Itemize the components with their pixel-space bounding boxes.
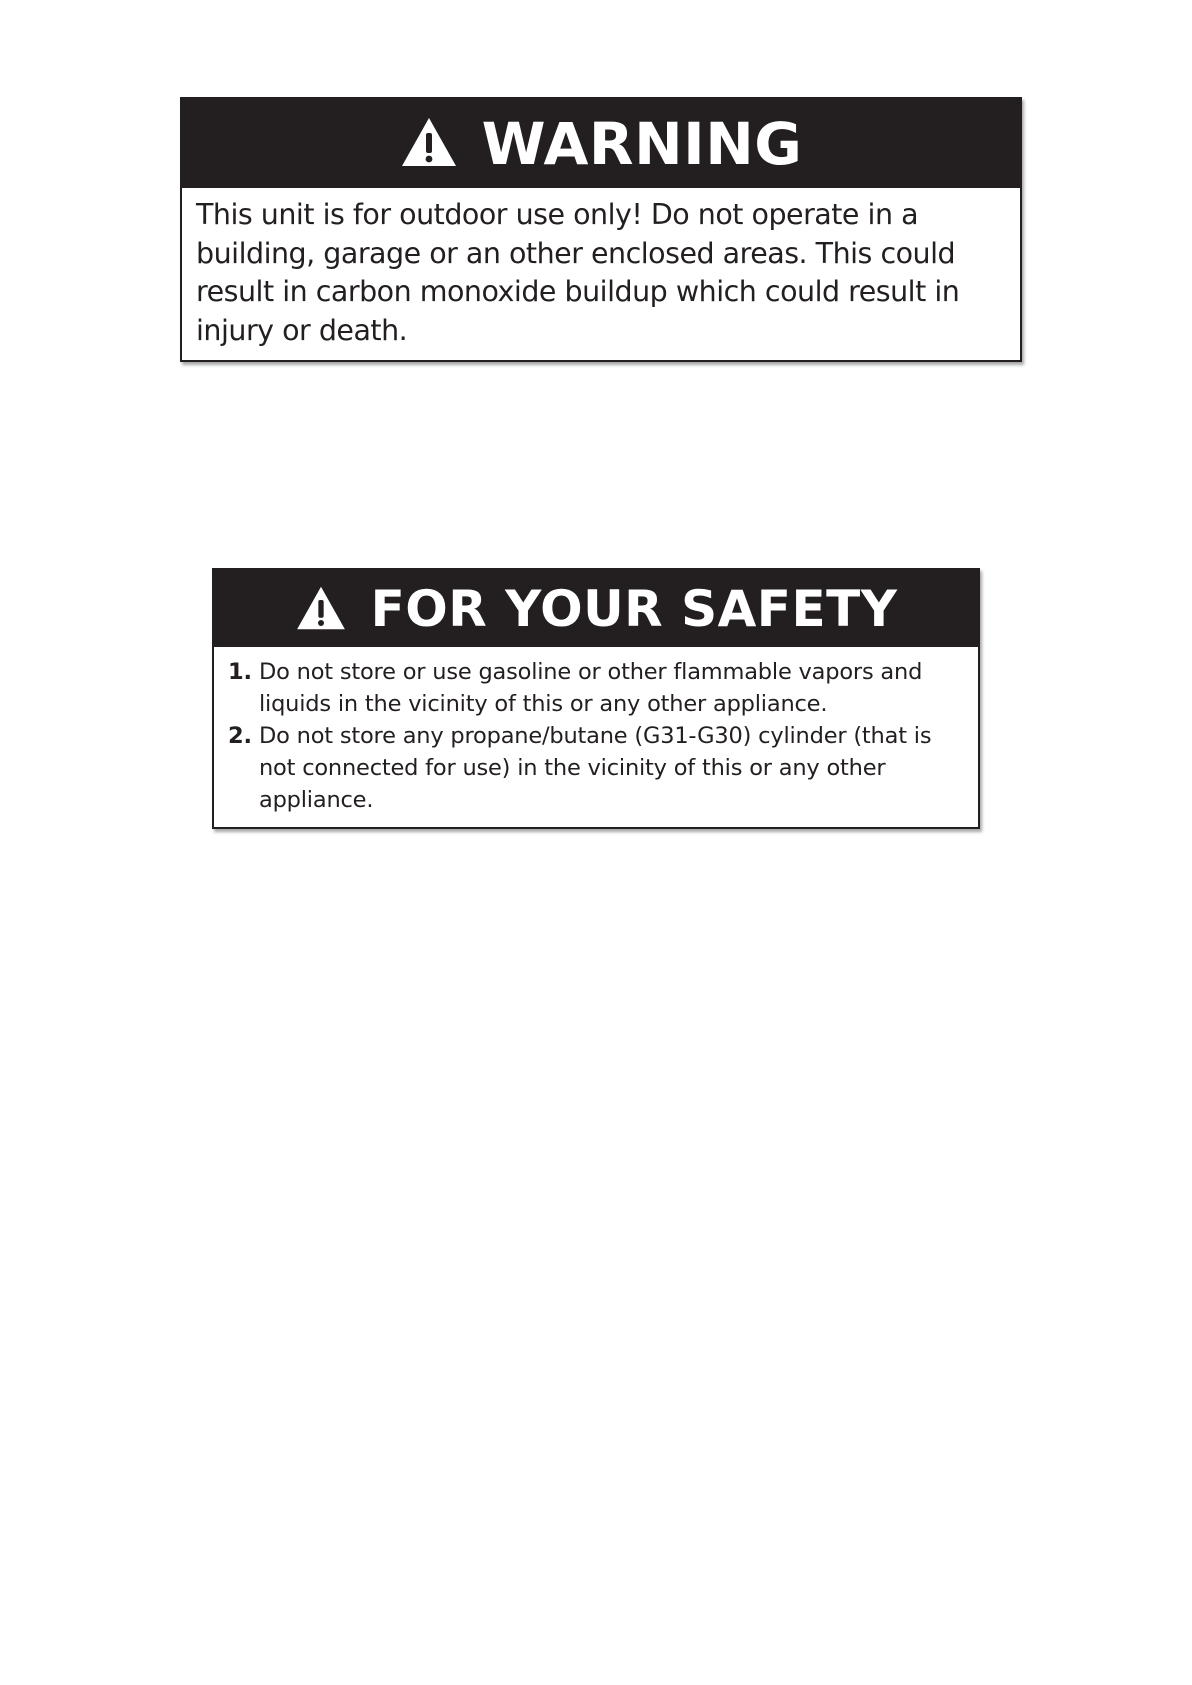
list-item-number: 1. <box>228 659 252 685</box>
warning-triangle-icon <box>400 116 458 168</box>
warning-notice <box>180 97 1022 362</box>
safety-heading: FOR YOUR SAFETY <box>370 579 898 638</box>
warning-header <box>182 99 1020 188</box>
list-item <box>228 656 964 720</box>
list-item <box>228 720 964 816</box>
list-item-number: 2. <box>228 723 252 749</box>
warning-triangle-icon <box>295 585 347 631</box>
safety-header <box>214 570 978 647</box>
list-item-text: Do not store any propane/butane (G31-G30) cylinder (that is not connected for use) in the vicinity of this or any other appliance. <box>259 723 932 813</box>
warning-heading: WARNING <box>481 109 803 178</box>
list-item-text: Do not store or use gasoline or other flammable vapors and liquids in the vicinity of this or any other appliance. <box>259 659 923 717</box>
safety-instructions-list <box>214 647 978 816</box>
safety-notice <box>212 568 980 829</box>
warning-text: This unit is for outdoor use only! Do not operate in a building, garage or an other enclosed areas. This could result in carbon monoxide buildup which could result in injury or death. <box>196 198 960 347</box>
